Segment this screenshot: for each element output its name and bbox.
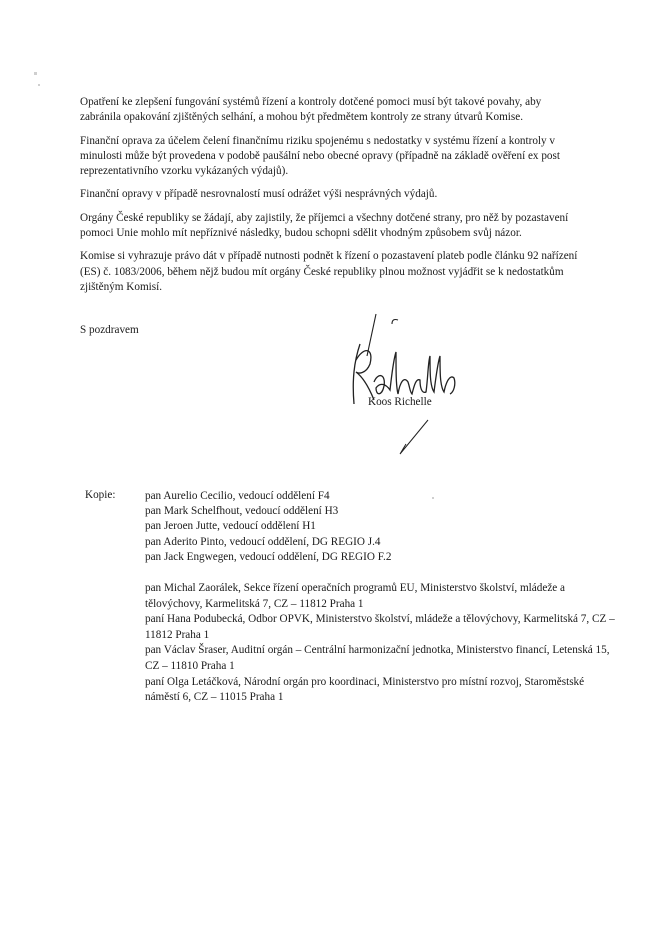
paragraph: Finanční oprava za účelem čelení finančnímu riziku spojenému s nedostatky v systému řízení a kontroly v minulosti může být provedena v podobě paušální nebo obecné opravy (případně na základě ověření ex post reprezentativního vzorku vykázaných výdajů).: [80, 134, 560, 178]
copy-recipient: pan Michal Zaorálek, Sekce řízení operačních programů EU, Ministerstvo školství, mládeže a tělovýchovy, Karmelitská 7, CZ – 11812 Praha 1: [145, 582, 566, 610]
scan-speck: [38, 84, 40, 86]
closing-greeting: S pozdravem: [80, 324, 139, 336]
copy-recipient: paní Olga Letáčková, Národní orgán pro koordinaci, Ministerstvo pro místní rozvoj, Staroměstské náměstí 6, CZ – 11015 Praha 1: [145, 675, 585, 704]
copies-list: [145, 489, 605, 565]
copies-list-national: [145, 581, 615, 706]
copy-recipient: pan Jeroen Jutte, vedoucí oddělení H1: [145, 520, 316, 533]
signer-name: Koos Richelle: [368, 396, 432, 408]
handwritten-signature: [340, 312, 480, 462]
copy-recipient: pan Václav Šraser, Auditní orgán – Centrální harmonizační jednotka, Ministerstvo financí, Letenská 15, CZ – 11810 Praha 1: [145, 644, 610, 672]
copy-recipient: paní Hana Podubecká, Odbor OPVK, Ministerstvo školství, mládeže a tělovýchovy, Karmelitská 7, CZ – 11812 Praha 1: [145, 613, 615, 641]
copy-recipient: pan Jack Engwegen, vedoucí oddělení, DG REGIO F.2: [145, 550, 392, 563]
paragraph: Finanční opravy v případě nesrovnalostí musí odrážet výši nesprávných výdajů.: [80, 188, 438, 201]
paragraph: Orgány České republiky se žádají, aby zajistily, že příjemci a všechny dotčené strany, pro něž by pozastavení pomoci Unie mohlo mít nepříznivé následky, budou schopni sdělit vhodným způsobem svůj názor.: [80, 211, 569, 240]
copy-recipient: pan Mark Schelfhout, vedoucí oddělení H3: [145, 505, 339, 518]
copies-label: Kopie:: [85, 489, 116, 501]
paragraph: Komise si vyhrazuje právo dát v případě nutnosti podnět k řízení o pozastavení plateb podle článku 92 nařízení (ES) č. 1083/2006, během nějž budou mít orgány České republiky plnou možnost vyjádřit se k nedostatkům zjištěným Komisí.: [80, 250, 578, 293]
scan-speck: [34, 72, 37, 75]
paragraph: Opatření ke zlepšení fungování systémů řízení a kontroly dotčené pomoci musí být takové povahy, aby zabránila opakování zjištěných selhání, a mohou být předmětem kontroly ze strany útvarů Komise.: [80, 96, 542, 124]
copy-recipient: pan Aurelio Cecilio, vedoucí oddělení F4: [145, 490, 330, 502]
letter-body: [80, 95, 585, 303]
copy-recipient: pan Aderito Pinto, vedoucí oddělení, DG REGIO J.4: [145, 535, 381, 548]
